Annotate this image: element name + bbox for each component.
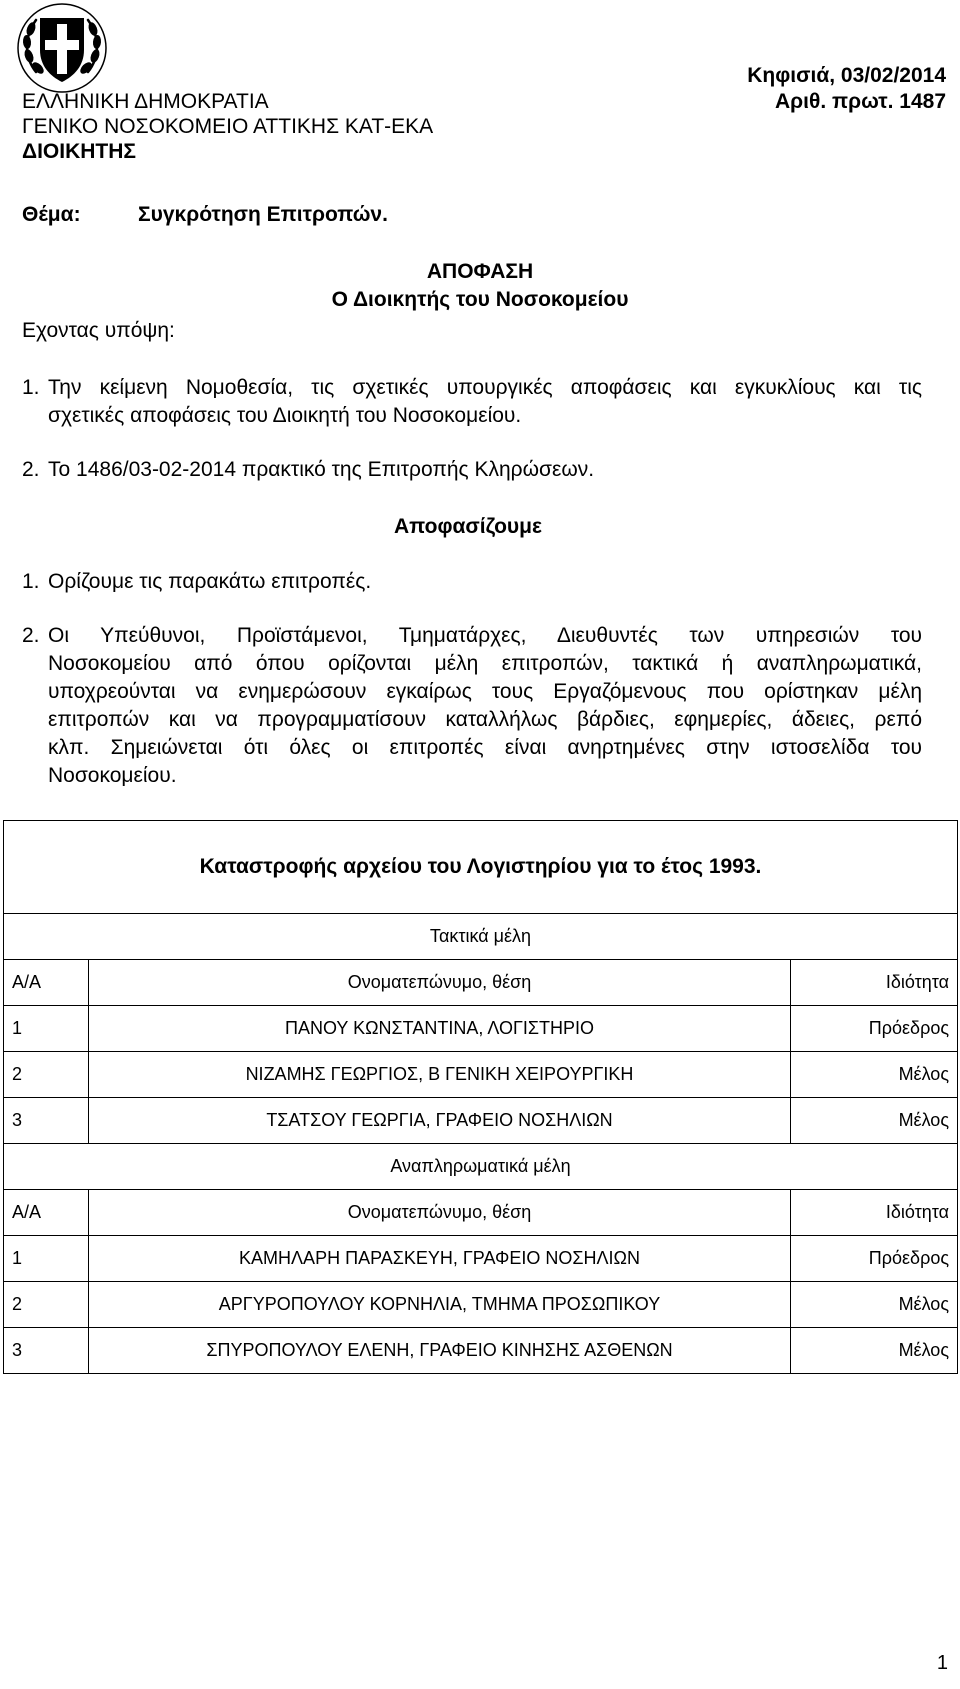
consideration-2-text: Το 1486/03-02-2014 πρακτικό της Επιτροπής Κληρώσεων. [48, 458, 595, 481]
decision-title: ΑΠΟΦΑΣΗ [426, 260, 534, 283]
resolution-2-line-4: επιτροπών και να προγραμματίσουν καταλλήλως βάρδιες, εφημερίες, άδειες, ρεπό [48, 708, 922, 731]
table-header-row [4, 1190, 958, 1236]
member-role: Μέλος [791, 1282, 958, 1328]
regular-members-heading: Τακτικά μέλη [4, 914, 958, 960]
member-number: 2 [4, 1052, 89, 1098]
consideration-1-line-1: Την κείμενη Νομοθεσία, τις σχετικές υπουργικές αποφάσεις και εγκυκλίους και τις [48, 376, 922, 399]
resolution-2-line-6: Νοσοκομείου. [48, 764, 177, 787]
consideration-2-number: 2. [22, 458, 40, 481]
consideration-1-line-2: σχετικές αποφάσεις του Διοικητή του Νοσοκομείου. [48, 404, 522, 427]
member-name: ΣΠΥΡΟΠΟΥΛΟΥ ΕΛΕΝΗ, ΓΡΑΦΕΙΟ ΚΙΝΗΣΗΣ ΑΣΘΕΝΩΝ [89, 1328, 791, 1374]
column-header-name: Ονοματεπώνυμο, θέση [89, 1190, 791, 1236]
consideration-1-number: 1. [22, 376, 40, 399]
member-name: ΚΑΜΗΛΑΡΗ ΠΑΡΑΣΚΕΥΗ, ΓΡΑΦΕΙΟ ΝΟΣΗΛΙΩΝ [89, 1236, 791, 1282]
subject-text: Συγκρότηση Επιτροπών. [138, 203, 388, 226]
member-number: 3 [4, 1098, 89, 1144]
resolution-2-line-1: Οι Υπεύθυνοι, Προϊστάμενοι, Τμηματάρχες, Διευθυντές των υπηρεσιών του [48, 624, 922, 647]
column-header-role: Ιδιότητα [791, 1190, 958, 1236]
table-row [4, 1098, 958, 1144]
column-header-name: Ονοματεπώνυμο, θέση [89, 960, 791, 1006]
resolution-2-line-5: κλπ. Σημειώνεται ότι όλες οι επιτροπές είναι ανηρτημένες στην ιστοσελίδα του [48, 736, 922, 759]
considering-label: Εχοντας υπόψη: [22, 319, 175, 342]
resolution-2-line-2: Νοσοκομείου από όπου ορίζονται μέλη επιτροπών, τακτικά ή αναπληρωματικά, [48, 652, 922, 675]
member-number: 3 [4, 1328, 89, 1374]
header-hospital: ΓΕΝΙΚΟ ΝΟΣΟΚΟΜΕΙΟ ΑΤΤΙΚΗΣ ΚΑΤ-ΕΚΑ [22, 115, 434, 138]
subject-label: Θέμα: [22, 203, 81, 226]
member-number: 1 [4, 1006, 89, 1052]
table-row [4, 1236, 958, 1282]
column-header-role: Ιδιότητα [791, 960, 958, 1006]
member-number: 1 [4, 1236, 89, 1282]
member-role: Πρόεδρος [791, 1236, 958, 1282]
member-name: ΠΑΝΟΥ ΚΩΝΣΤΑΝΤΙΝΑ, ΛΟΓΙΣΤΗΡΙΟ [89, 1006, 791, 1052]
member-name: ΤΣΑΤΣΟΥ ΓΕΩΡΓΙΑ, ΓΡΑΦΕΙΟ ΝΟΣΗΛΙΩΝ [89, 1098, 791, 1144]
column-header-number: Α/Α [4, 1190, 89, 1236]
table-row [4, 1328, 958, 1374]
resolution-1-number: 1. [22, 570, 40, 593]
committee-table [3, 820, 958, 1374]
table-header-row [4, 960, 958, 1006]
member-role: Πρόεδρος [791, 1006, 958, 1052]
member-role: Μέλος [791, 1098, 958, 1144]
table-row [4, 1006, 958, 1052]
place-date: Κηφισιά, 03/02/2014 [747, 64, 946, 87]
resolution-1-text: Ορίζουμε τις παρακάτω επιτροπές. [48, 570, 372, 593]
resolution-2-line-3: υποχρεούνται να ενημερώσουν εγκαίρως τους Εργαζόμενους που ορίστηκαν μέλη [48, 680, 922, 703]
page-number: 1 [936, 1652, 948, 1674]
committee-title: Καταστροφής αρχείου του Λογιστηρίου για το έτος 1993. [4, 821, 958, 914]
member-name: ΝΙΖΑΜΗΣ ΓΕΩΡΓΙΟΣ, Β ΓΕΝΙΚΗ ΧΕΙΡΟΥΡΓΙΚΗ [89, 1052, 791, 1098]
member-role: Μέλος [791, 1052, 958, 1098]
alternate-members-heading: Αναπληρωματικά μέλη [4, 1144, 958, 1190]
resolution-2-number: 2. [22, 624, 40, 647]
header-country: ΕΛΛΗΝΙΚΗ ΔΗΜΟΚΡΑΤΙΑ [22, 90, 269, 113]
table-row [4, 1052, 958, 1098]
header-department: ΔΙΟΙΚΗΤΗΣ [22, 140, 137, 163]
decision-subtitle: Ο Διοικητής του Νοσοκομείου [331, 288, 629, 311]
member-number: 2 [4, 1282, 89, 1328]
column-header-number: Α/Α [4, 960, 89, 1006]
greek-coat-of-arms-icon [16, 2, 108, 94]
member-role: Μέλος [791, 1328, 958, 1374]
resolve-heading: Αποφασίζουμε [394, 515, 542, 538]
member-name: ΑΡΓΥΡΟΠΟΥΛΟΥ ΚΟΡΝΗΛΙΑ, ΤΜΗΜΑ ΠΡΟΣΩΠΙΚΟΥ [89, 1282, 791, 1328]
table-row [4, 1282, 958, 1328]
protocol-number: Αριθ. πρωτ. 1487 [775, 90, 946, 113]
